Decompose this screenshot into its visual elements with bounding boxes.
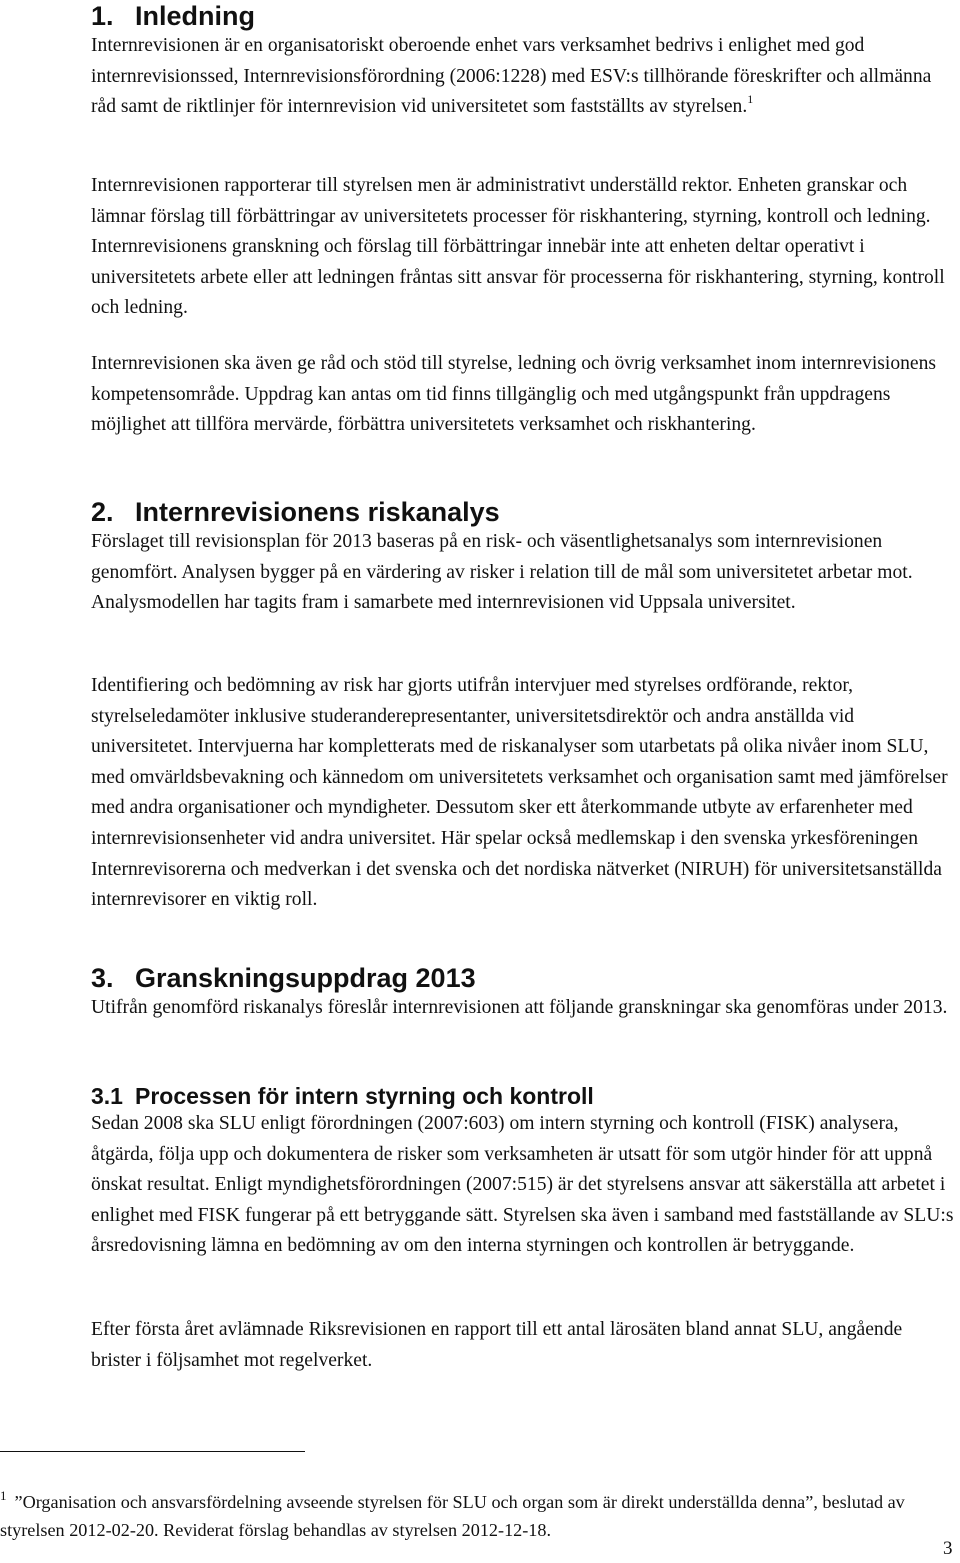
section-title: Processen för intern styrning och kontroll [135,1083,594,1109]
paragraph-text: Internrevisionen är en organisatoriskt oberoende enhet vars verksamhet bedrivs i enlighet med god internrevisionssed, Internrevisionsförordning (2006:1228) med ESV:s tillhörande föreskrifter och allmänna råd samt de riktlinjer för internrevision vid universitetet som fastställts av styrelsen. [91,35,932,118]
paragraph: Internrevisionen ska även ge råd och stöd till styrelse, ledning och övrig verksamhet inom internrevisionens kompetensområde. Uppdrag kan antas om tid finns tillgänglig och med utgångspunkt från uppdragens möjlighet att tillföra mervärde, förbättra universitetets verksamhet och riskhantering. [91,353,937,436]
paragraph: Förslaget till revisionsplan för 2013 baseras på en risk- och väsentlighetsanalys som internrevisionen genomfört. Analysen bygger på en värdering av risker i relation till de mål som universitetet arbetar mot. Analysmodellen har tagits fram i samarbete med internrevisionen vid Uppsala universitet. [91,531,913,614]
paragraph: Efter första året avlämnade Riksrevisionen en rapport till ett antal lärosäten bland annat SLU, angående brister i följsamhet mot regelverket. [91,1319,903,1371]
footnote [0,1488,958,1544]
footnote-divider [0,1451,305,1452]
section-number: 3. [91,963,114,993]
section-number: 2. [91,497,114,527]
footnote-ref: 1 [747,92,754,107]
paragraph [91,31,957,123]
section-title: Internrevisionens riskanalys [135,497,500,527]
section-number: 1. [91,1,114,31]
footnote-text: ”Organisation och ansvarsfördelning avseende styrelsen för SLU och organ som är direkt underställda denna”, beslutad av styrelsen 2012-02-20. Reviderat förslag behandlas av styrelsen 2012-12-18. [0,1492,905,1540]
section-2-heading [91,496,500,528]
paragraph: Utifrån genomförd riskanalys föreslår internrevisionen att följande granskningar ska genomföras under 2013. [91,997,948,1018]
page-number: 3 [943,1538,953,1559]
section-1-heading [91,0,255,32]
section-3-1-heading [91,1082,594,1110]
paragraph: Identifiering och bedömning av risk har gjorts utifrån intervjuer med styrelses ordförande, rektor, styrelseledamöter inklusive studeranderepresentanter, universitetsdirektör och andra anställda vid universitetet. Intervjuerna har kompletterats med de riskanalyser som utarbetats på olika nivåer inom SLU, med omvärldsbevakning och kännedom om universitetets verksamhet och organisation samt med jämförelser med andra organisationer och myndigheter. Dessutom sker ett återkommande utbyte av erfarenheter med internrevisionsenheter vid andra universitet. Här spelar också medlemskap i den svenska yrkesföreningen Internrevisorerna och medverkan i det svenska och det nordiska nätverket (NIRUH) för universitetsanställda internrevisorer en viktig roll. [91,675,948,911]
section-title: Inledning [135,1,255,31]
footnote-marker: 1 [0,1488,7,1503]
paragraph: Sedan 2008 ska SLU enligt förordningen (2007:603) om intern styrning och kontroll (FISK) analysera, åtgärda, följa upp och dokumentera de risker som verksamheten är utsatt för som utgör hinder för att uppnå önskat resultat. Enligt myndighetsförordningen (2007:515) är det styrelsens ansvar att säkerställa att arbetet i enlighet med FISK fungerar på ett betryggande sätt. Styrelsen ska även i samband med fastställande av SLU:s årsredovisning lämna en bedömning av om den interna styrningen och kontrollen är betryggande. [91,1113,954,1257]
section-3-heading [91,962,476,994]
section-title: Granskningsuppdrag 2013 [135,963,476,993]
section-number: 3.1 [91,1083,123,1109]
paragraph: Internrevisionen rapporterar till styrelsen men är administrativt underställd rektor. Enheten granskar och lämnar förslag till förbättringar av universitetets processer för riskhantering, styrning, kontroll och ledning. Internrevisionens granskning och förslag till förbättringar innebär inte att enheten deltar operativt i universitetets arbete eller att ledningen fråntas sitt ansvar för processerna för riskhantering, styrning, kontroll och ledning. [91,175,945,319]
